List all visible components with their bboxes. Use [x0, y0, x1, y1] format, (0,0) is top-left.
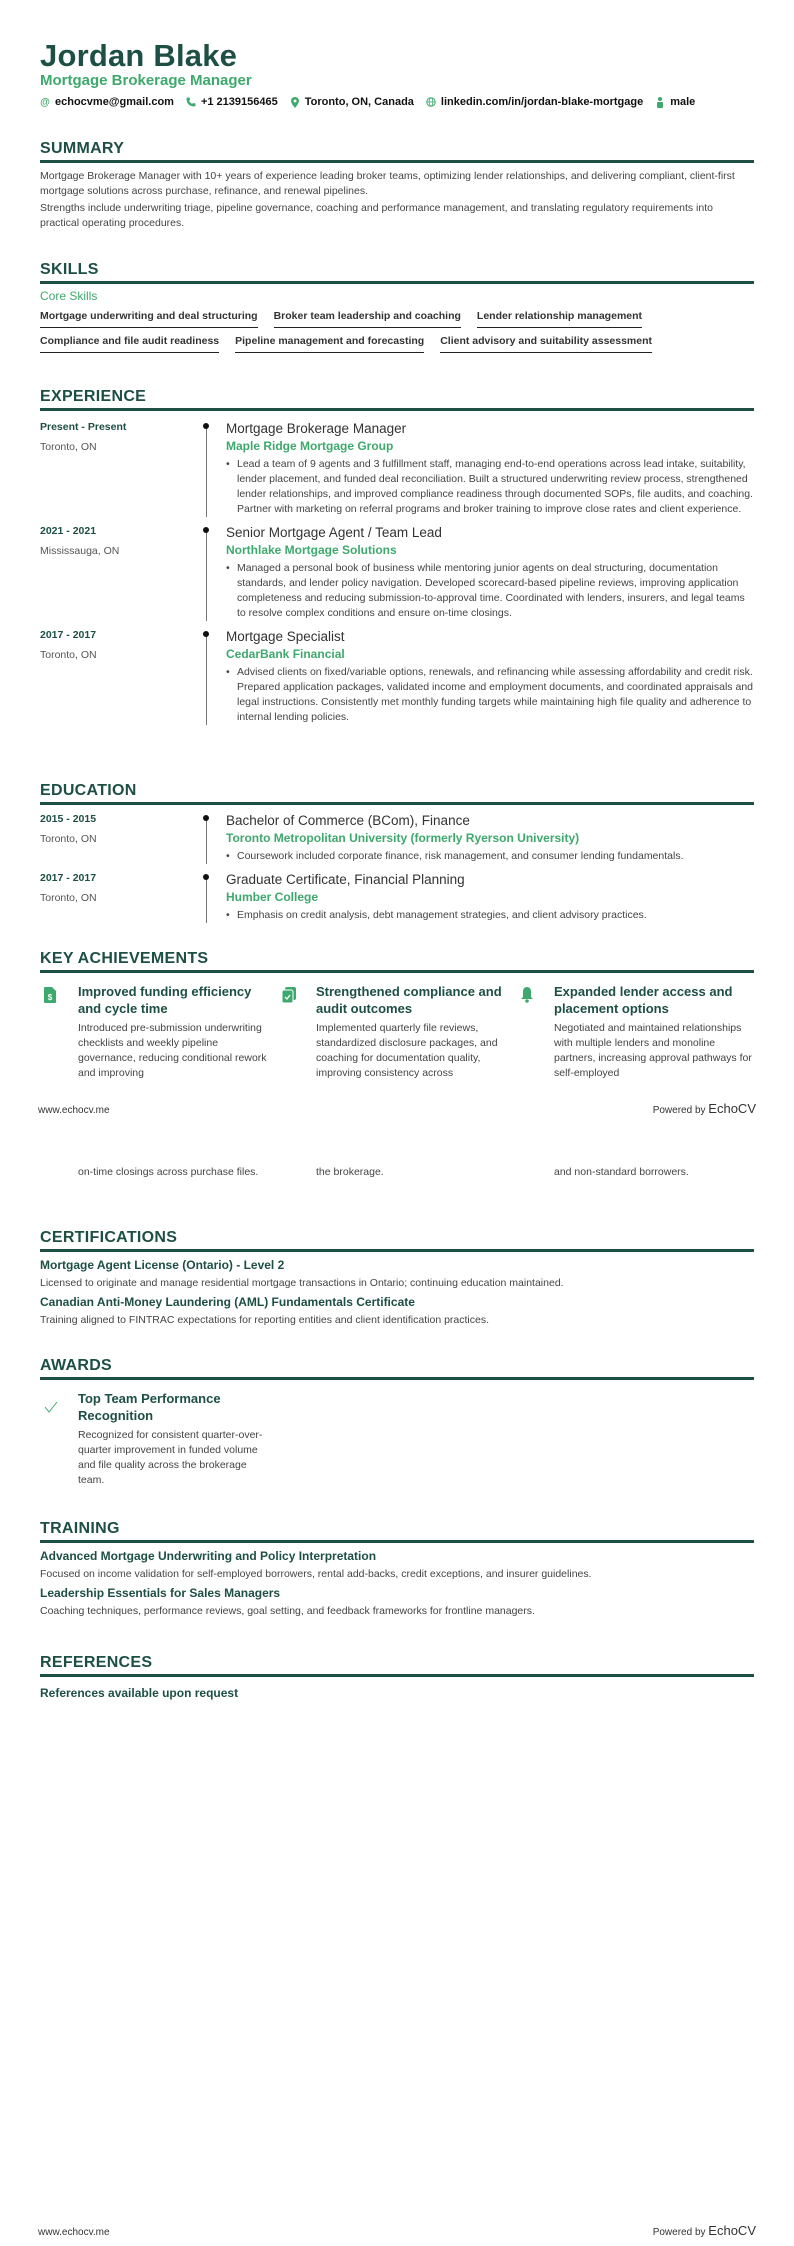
skill-row — [40, 335, 754, 353]
section-title: EDUCATION — [40, 782, 137, 799]
summary-paragraph: Mortgage Brokerage Manager with 10+ years of experience leading broker teams, optimizing lender relationships, and delivering compliant, client-first mortgage solutions across purchase, refinance, and renewal pipelines. — [40, 170, 735, 197]
training-section — [40, 1520, 754, 1617]
education-section — [40, 782, 754, 923]
brand-name: EchoCV — [708, 1101, 756, 1116]
achievement-desc-continued: the brokerage. — [316, 1166, 384, 1178]
entry-date: 2015 - 2015 — [40, 813, 97, 825]
skill-tag: Mortgage underwriting and deal structuring — [40, 310, 258, 328]
entry-bullet: • Emphasis on credit analysis, debt management strategies, and client advisory practices. — [226, 909, 647, 921]
certification-desc: Licensed to originate and manage residential mortgage transactions in Ontario; continuing education maintained. — [40, 1277, 564, 1289]
skill-group-label: Core Skills — [40, 289, 98, 303]
achievement-title: Strengthened compliance and audit outcomes — [316, 984, 502, 1016]
company-name: CedarBank Financial — [226, 647, 345, 661]
footer-powered-by: Powered by EchoCV — [652, 1101, 756, 1116]
section-title: REFERENCES — [40, 1654, 153, 1671]
summary-section — [40, 140, 754, 231]
section-title: SKILLS — [40, 261, 99, 278]
job-title: Mortgage Brokerage Manager — [226, 421, 407, 436]
summary-paragraph: Strengths include underwriting triage, pipeline governance, coaching and performance management, and translating regulatory requirements into practical operating procedures. — [40, 202, 713, 229]
contact-phone[interactable] — [186, 96, 278, 108]
timeline-line — [206, 425, 207, 517]
achievement-desc-continued: and non-standard borrowers. — [554, 1166, 689, 1178]
contact-email[interactable] — [40, 96, 174, 108]
timeline-dot — [203, 874, 209, 880]
timeline-dot — [203, 423, 209, 429]
skills-section — [40, 261, 754, 353]
achievement-card — [516, 983, 754, 1081]
entry-location: Toronto, ON — [40, 833, 97, 845]
achievement-desc: Implemented quarterly file reviews, standardized disclosure packages, and coaching for documentation quality, improving consistency across — [316, 1022, 498, 1079]
achievement-title: Expanded lender access and placement options — [554, 984, 733, 1016]
section-divider — [40, 281, 754, 284]
at-icon: @ — [40, 96, 50, 108]
location-text: Toronto, ON, Canada — [304, 96, 414, 108]
training-desc: Coaching techniques, performance reviews, goal setting, and feedback frameworks for frontline managers. — [40, 1605, 535, 1617]
entry-bullet: • Advised clients on fixed/variable options, renewals, and refinancing while assessing affordability and credit risk. Prepared application packages, validated income and employment documents, and coordinated appraisals and legal instructions. Consistently met monthly funding targets while maintaining high file quality and adherence to internal lending policies. — [226, 666, 753, 723]
timeline-line — [206, 817, 207, 864]
training-desc: Focused on income validation for self-employed borrowers, rental add-backs, credit exceptions, and insurer guidelines. — [40, 1568, 592, 1580]
phone-icon — [186, 97, 196, 107]
section-divider — [40, 1249, 754, 1252]
school-name: Toronto Metropolitan University (formerly Ryerson University) — [226, 831, 580, 845]
achievements-continued — [40, 1165, 754, 1180]
gender-text: male — [670, 96, 696, 108]
svg-text:$: $ — [47, 993, 53, 1002]
section-title: CERTIFICATIONS — [40, 1229, 178, 1246]
candidate-name: Jordan Blake — [40, 38, 238, 73]
award-desc: Recognized for consistent quarter-over-quarter improvement in funded volume and file quality across the brokerage team. — [78, 1429, 263, 1486]
certifications-section — [40, 1229, 754, 1326]
school-name: Humber College — [226, 890, 319, 904]
skill-tag: Pipeline management and forecasting — [235, 335, 424, 353]
job-title: Mortgage Specialist — [226, 629, 345, 644]
entry-date: 2017 - 2017 — [40, 629, 97, 641]
bell-icon — [516, 983, 554, 1081]
training-name: Leadership Essentials for Sales Managers — [40, 1586, 281, 1600]
entry-bullet: • Lead a team of 9 agents and 3 fulfillment staff, managing end-to-end operations across lead intake, suitability, lender placement, and funded deal reconciliation. Built a structured underwriting review process, strengthened lender relationships, and improved compliance readiness through documented SOPs, file audits, and coaching. Partner with marketing on referral programs and broker training to improve close rates and client experience. — [226, 458, 753, 515]
section-divider — [40, 1377, 754, 1380]
skill-tag: Compliance and file audit readiness — [40, 335, 219, 353]
degree-title: Graduate Certificate, Financial Planning — [226, 872, 465, 887]
section-divider — [40, 1674, 754, 1677]
entry-date: 2017 - 2017 — [40, 872, 97, 884]
references-section — [40, 1654, 754, 1700]
brand-name: EchoCV — [708, 2223, 756, 2238]
entry-location: Toronto, ON — [40, 892, 97, 904]
email-text: echocvme@gmail.com — [55, 96, 174, 108]
checkmark-icon — [40, 1390, 78, 1488]
footer-powered-by: Powered by EchoCV — [652, 2223, 756, 2238]
timeline-dot — [203, 527, 209, 533]
achievement-title: Improved funding efficiency and cycle time — [78, 984, 252, 1016]
contact-bar — [40, 96, 707, 108]
achievement-grid — [40, 983, 754, 1081]
section-title: AWARDS — [40, 1357, 113, 1374]
timeline-line — [206, 529, 207, 621]
invoice-dollar-icon — [40, 983, 78, 1081]
achievements-section — [40, 950, 754, 1081]
candidate-role: Mortgage Brokerage Manager — [40, 72, 252, 89]
award-card — [40, 1390, 278, 1488]
achievement-desc: Introduced pre-submission underwriting checklists and weekly pipeline governance, reducing conditional rework and improving — [78, 1022, 267, 1079]
section-divider — [40, 970, 754, 973]
section-divider — [40, 408, 754, 411]
company-name: Maple Ridge Mortgage Group — [226, 439, 394, 453]
section-title: SUMMARY — [40, 140, 125, 157]
job-title: Senior Mortgage Agent / Team Lead — [226, 525, 442, 540]
page-2 — [0, 1123, 794, 2246]
footer-site-link[interactable]: www.echocv.me — [38, 2227, 110, 2238]
entry-location: Toronto, ON — [40, 649, 97, 661]
entry-date: Present - Present — [40, 421, 127, 433]
achievement-card — [278, 983, 516, 1081]
certification-name: Canadian Anti-Money Laundering (AML) Fundamentals Certificate — [40, 1295, 415, 1309]
skill-tag: Broker team leadership and coaching — [274, 310, 461, 328]
award-title: Top Team Performance Recognition — [78, 1391, 221, 1423]
phone-text: +1 2139156465 — [200, 96, 278, 108]
degree-title: Bachelor of Commerce (BCom), Finance — [226, 813, 470, 828]
certification-desc: Training aligned to FINTRAC expectations for reporting entities and client identification practices. — [40, 1314, 490, 1326]
certification-name: Mortgage Agent License (Ontario) - Level 2 — [40, 1258, 285, 1272]
entry-date: 2021 - 2021 — [40, 525, 97, 537]
section-divider — [40, 160, 754, 163]
skill-tag: Lender relationship management — [477, 310, 642, 328]
contact-gender — [655, 96, 695, 108]
experience-section — [40, 388, 754, 725]
entry-bullet: • Managed a personal book of business while mentoring junior agents on deal structuring, documentation standards, and lender policy navigation. Developed scorecard-based pipeline reviews, improving application completeness and reducing submission-to-approval time. Coordinated with lenders, insurers, and legal teams to resolve complex conditions and ensure on-time closings. — [226, 562, 745, 619]
linkedin-text: linkedin.com/in/jordan-blake-mortgage — [440, 96, 644, 108]
section-divider — [40, 802, 754, 805]
section-title: TRAINING — [40, 1520, 120, 1537]
education-entry — [40, 813, 754, 864]
experience-entry — [40, 525, 754, 621]
footer-site-link[interactable]: www.echocv.me — [38, 1105, 110, 1116]
timeline-dot — [203, 815, 209, 821]
awards-section — [40, 1357, 754, 1488]
timeline-dot — [203, 631, 209, 637]
references-text: References available upon request — [40, 1686, 239, 1700]
training-name: Advanced Mortgage Underwriting and Policy Interpretation — [40, 1549, 377, 1563]
education-entry — [40, 872, 754, 923]
clipboard-check-icon — [278, 983, 316, 1081]
section-divider — [40, 1540, 754, 1543]
person-icon — [655, 97, 665, 107]
entry-bullet: • Coursework included corporate finance, risk management, and consumer lending fundamentals. — [226, 850, 684, 862]
company-name: Northlake Mortgage Solutions — [226, 543, 397, 557]
section-title: KEY ACHIEVEMENTS — [40, 950, 209, 967]
contact-location — [290, 96, 414, 108]
timeline-line — [206, 876, 207, 923]
entry-location: Toronto, ON — [40, 441, 97, 453]
globe-icon — [426, 97, 436, 107]
achievement-desc-continued: on-time closings across purchase files. — [78, 1166, 259, 1178]
entry-location: Mississauga, ON — [40, 545, 120, 557]
skill-row — [40, 310, 754, 328]
section-title: EXPERIENCE — [40, 388, 147, 405]
experience-entry — [40, 629, 754, 725]
achievement-card — [40, 983, 278, 1081]
contact-linkedin[interactable] — [426, 96, 643, 108]
skill-tag: Client advisory and suitability assessment — [440, 335, 652, 353]
experience-entry — [40, 421, 754, 517]
timeline-line — [206, 633, 207, 725]
achievement-desc: Negotiated and maintained relationships with multiple lenders and monoline partners, increasing approval pathways for self-employed — [554, 1022, 752, 1079]
location-pin-icon — [290, 97, 300, 107]
